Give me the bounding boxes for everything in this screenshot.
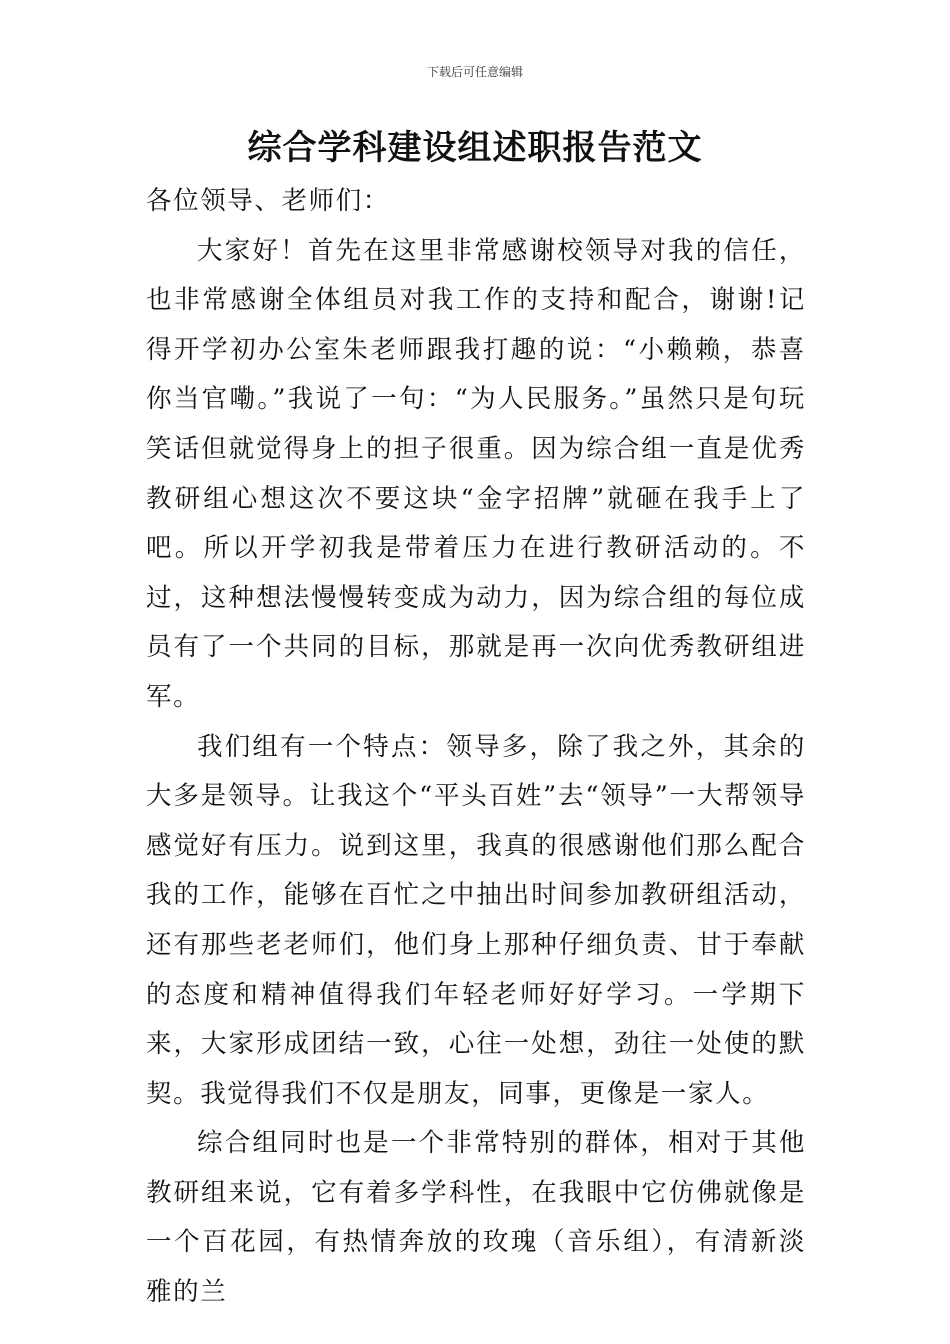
header-note: 下载后可任意编辑 xyxy=(426,65,523,79)
paragraph-1: 大家好！首先在这里非常感谢校领导对我的信任，也非常感谢全体组员对我工作的支持和配合，谢谢!记得开学初办公室朱老师跟我打趣的说：“小赖赖，恭喜你当官嘞。”我说了一句：“为人民服务。”虽然只是句玩笑话但就觉得身上的担子很重。因为综合组一直是优秀教研组心想这次不要这块“金字招牌”就砸在我手上了吧。所以开学初我是带着压力在进行教研活动的。不过，这种想法慢慢转变成为动力，因为综合组的每位成员有了一个共同的目标，那就是再一次向优秀教研组进军。 xyxy=(146,235,806,712)
paragraph-2: 我们组有一个特点：领导多，除了我之外，其余的大多是领导。让我这个“平头百姓”去“领导”一大帮领导感觉好有压力。说到这里，我真的很感谢他们那么配合我的工作，能够在百忙之中抽出时间参加教研组活动，还有那些老老师们，他们身上那种仔细负责、甘于奉献的态度和精神值得我们年轻老师好好学习。一学期下来，大家形成团结一致，心往一处想，劲往一处使的默契。我觉得我们不仅是朋友，同事，更像是一家人。 xyxy=(146,731,806,1109)
paragraph-3: 综合组同时也是一个非常特别的群体，相对于其他教研组来说，它有着多学科性，在我眼中它仿佛就像是一个百花园，有热情奔放的玫瑰（音乐组），有清新淡雅的兰 xyxy=(146,1128,806,1308)
document-body xyxy=(146,177,806,1318)
salutation: 各位领导、老师们： xyxy=(146,186,390,216)
document-title: 综合学科建设组述职报告范文 xyxy=(247,128,703,168)
